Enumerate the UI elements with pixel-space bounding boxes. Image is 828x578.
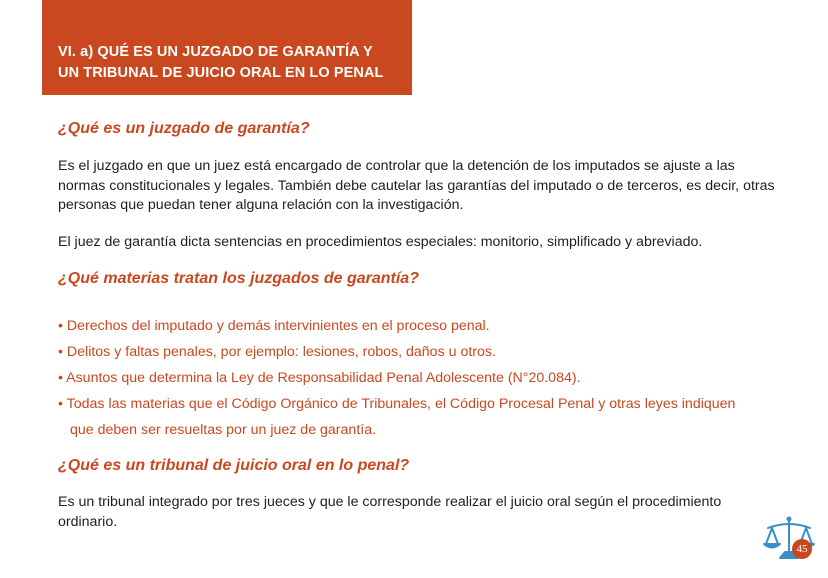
question-tribunal-juicio-oral: ¿Qué es un tribunal de juicio oral en lo penal?: [58, 457, 410, 474]
list-item-continuation: que deben ser resueltas por un juez de garantía.: [70, 422, 377, 438]
paragraph-juzgado-definicion: Es el juzgado en que un juez está encargado de controlar que la detención de los imputados se ajuste a las normas constitucionales y legales. También debe cautelar las garantías del imputado o de terceros, es decir, otras personas que puedan tener alguna relación con la investigación.: [58, 158, 775, 213]
list-item: [58, 391, 778, 443]
list-item-text: • Asuntos que determina la Ley de Responsabilidad Penal Adolescente (N°20.084).: [58, 370, 581, 386]
list-item: [58, 339, 778, 365]
list-item-text: • Derechos del imputado y demás intervinientes en el proceso penal.: [58, 318, 490, 334]
paragraph-juez-sentencias: El juez de garantía dicta sentencias en procedimientos especiales: monitorio, simplificado y abreviado.: [58, 234, 703, 250]
list-item: [58, 313, 778, 339]
question-materias-juzgados: ¿Qué materias tratan los juzgados de garantía?: [58, 270, 419, 287]
page-number: 45: [792, 539, 812, 559]
paragraph-tribunal-definicion: Es un tribunal integrado por tres jueces y que le corresponde realizar el juicio oral según el procedimiento ordinario.: [58, 494, 722, 530]
section-title: VI. a) QUÉ ES UN JUZGADO DE GARANTÍA Y UN TRIBUNAL DE JUICIO ORAL EN LO PENAL: [58, 44, 384, 81]
list-item: [58, 365, 778, 391]
list-item-text: • Delitos y faltas penales, por ejemplo: lesiones, robos, daños u otros.: [58, 344, 496, 360]
question-juzgado-garantia: ¿Qué es un juzgado de garantía?: [58, 120, 310, 137]
materias-list: [58, 313, 778, 443]
list-item-text: • Todas las materias que el Código Orgánico de Tribunales, el Código Procesal Penal y otras leyes indiquen: [58, 396, 736, 412]
scales-of-justice-icon: [760, 514, 818, 564]
